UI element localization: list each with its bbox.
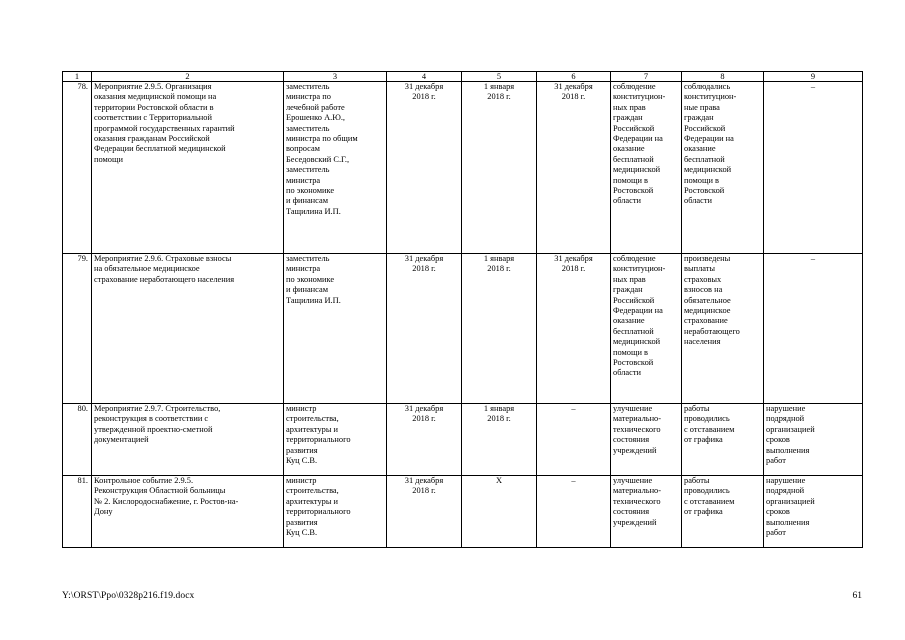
responsible-person: министр строительства, архитектуры и территориального развития Куц С.В. xyxy=(284,404,387,476)
table-row xyxy=(63,82,863,254)
row-number: 80. xyxy=(63,404,92,476)
column-number: 2 xyxy=(92,72,284,82)
plan-date: 31 декабря 2018 г. xyxy=(387,404,462,476)
column-number: 6 xyxy=(537,72,611,82)
expected-result: соблюдение конституцион- ных прав граждан Российской Федерации на оказание бесплатной медицинской помощи в Ростовской области xyxy=(611,82,682,254)
table-row xyxy=(63,254,863,404)
responsible-person: заместитель министра по экономике и финансам Тащилина И.П. xyxy=(284,254,387,404)
end-date: – xyxy=(537,476,611,548)
column-number: 8 xyxy=(682,72,764,82)
plan-date: 31 декабря 2018 г. xyxy=(387,82,462,254)
deviation-reasons: – xyxy=(764,254,863,404)
page-number: 61 xyxy=(852,591,862,601)
start-date: 1 января 2018 г. xyxy=(462,404,537,476)
event-name: Мероприятие 2.9.5. Организация оказания медицинской помощи на территории Ростовской области в соответствии с Территориальной программой государственных гарантий оказания гражданам Российской Федерации бесплатной медицинской помощи xyxy=(92,82,284,254)
table-row xyxy=(63,476,863,548)
responsible-person: заместитель министра по лечебной работе Ерошенко А.Ю., заместитель министра по общим вопросам Беседовский С.Г., заместитель министра по экономике и финансам Тащилина И.П. xyxy=(284,82,387,254)
expected-result: соблюдение конституцион- ных прав граждан Российской Федерации на оказание бесплатной медицинской помощи в Ростовской области xyxy=(611,254,682,404)
responsible-person: министр строительства, архитектуры и территориального развития Куц С.В. xyxy=(284,476,387,548)
footer-file-path: Y:\ORST\Ppo\0328p216.f19.docx xyxy=(62,591,195,601)
plan-date: 31 декабря 2018 г. xyxy=(387,254,462,404)
column-number: 7 xyxy=(611,72,682,82)
event-name: Контрольное событие 2.9.5. Реконструкция Областной больницы № 2. Кислородоснабжение, г. Ростов-на- Дону xyxy=(92,476,284,548)
actual-result: работы проводились с отставанием от графика xyxy=(682,476,764,548)
deviation-reasons: нарушение подрядной организацией сроков выполнения работ xyxy=(764,476,863,548)
deviation-reasons: нарушение подрядной организацией сроков выполнения работ xyxy=(764,404,863,476)
event-name: Мероприятие 2.9.6. Страховые взносы на обязательное медицинское страхование неработающего населения xyxy=(92,254,284,404)
expected-result: улучшение материально- технического состояния учреждений xyxy=(611,404,682,476)
start-date: 1 января 2018 г. xyxy=(462,82,537,254)
column-number: 3 xyxy=(284,72,387,82)
row-number: 79. xyxy=(63,254,92,404)
event-name: Мероприятие 2.9.7. Строительство, реконструкция в соответствии с утвержденной проектно-сметной документацией xyxy=(92,404,284,476)
column-number-row xyxy=(63,72,863,82)
end-date: 31 декабря 2018 г. xyxy=(537,82,611,254)
deviation-reasons: – xyxy=(764,82,863,254)
end-date: 31 декабря 2018 г. xyxy=(537,254,611,404)
row-number: 78. xyxy=(63,82,92,254)
column-number: 1 xyxy=(63,72,92,82)
column-number: 4 xyxy=(387,72,462,82)
expected-result: улучшение материально- технического состояния учреждений xyxy=(611,476,682,548)
start-date: Х xyxy=(462,476,537,548)
actual-result: работы проводились с отставанием от графика xyxy=(682,404,764,476)
actual-result: произведены выплаты страховых взносов на обязательное медицинское страхование неработающего населения xyxy=(682,254,764,404)
row-number: 81. xyxy=(63,476,92,548)
report-table xyxy=(62,71,863,548)
end-date: – xyxy=(537,404,611,476)
plan-date: 31 декабря 2018 г. xyxy=(387,476,462,548)
table-row xyxy=(63,404,863,476)
actual-result: соблюдались конституцион- ные права граждан Российской Федерации на оказание бесплатной медицинской помощи в Ростовской области xyxy=(682,82,764,254)
start-date: 1 января 2018 г. xyxy=(462,254,537,404)
column-number: 5 xyxy=(462,72,537,82)
column-number: 9 xyxy=(764,72,863,82)
